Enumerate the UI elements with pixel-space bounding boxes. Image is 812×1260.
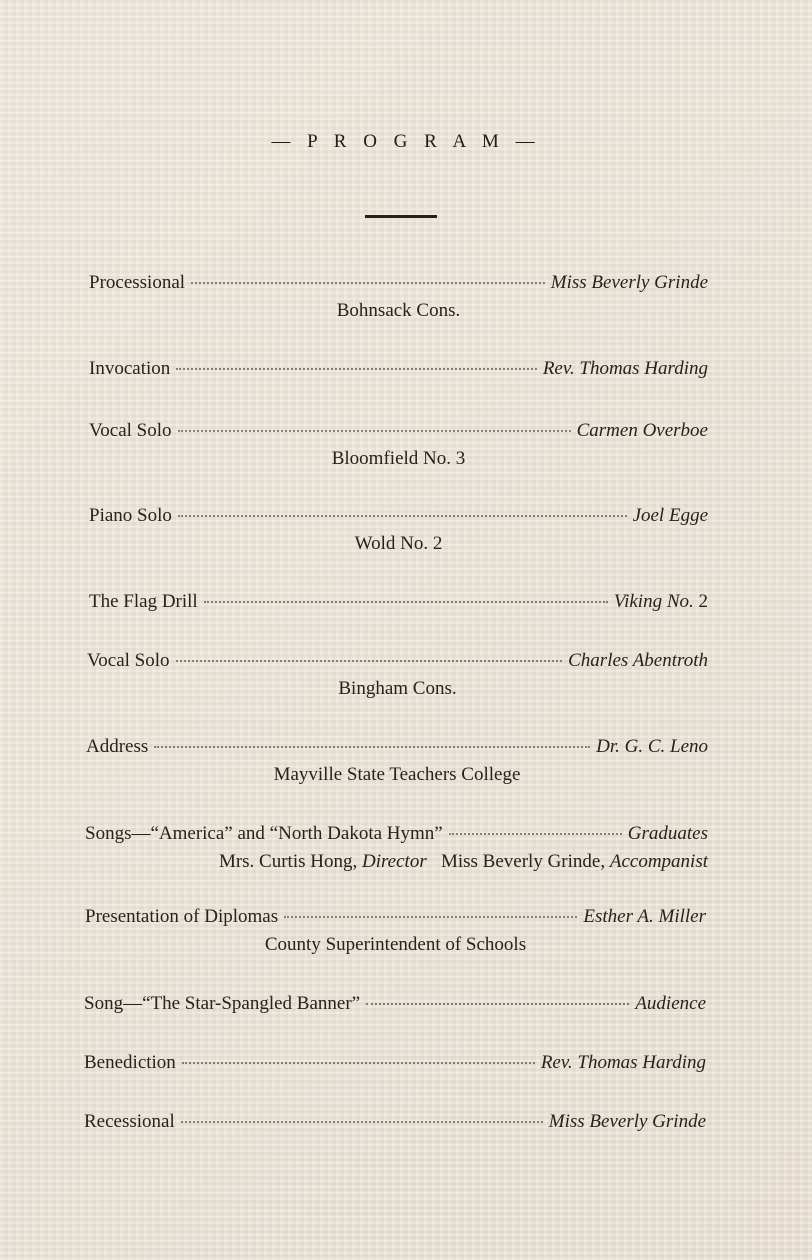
- program-item-benediction: [0, 1052, 812, 1078]
- director-name: Mrs. Curtis Hong,: [218, 851, 358, 872]
- leader-dots: [154, 746, 590, 748]
- leader-dots: [204, 601, 608, 603]
- program-item-invocation: [0, 358, 812, 384]
- item-label: Piano Solo: [89, 505, 172, 526]
- leader-dots: [176, 660, 563, 662]
- item-subtitle: Mayville State Teachers College: [273, 764, 521, 785]
- director-role: Director: [361, 851, 427, 872]
- item-label: Song—“The Star-Spangled Banner”: [84, 993, 361, 1014]
- program-item-songs: [0, 823, 812, 875]
- item-performer: Rev. Thomas Harding: [540, 1052, 706, 1073]
- item-performer: Esther A. Miller: [583, 906, 706, 927]
- item-performer: Rev. Thomas Harding: [542, 358, 708, 379]
- leader-dots: [176, 368, 537, 370]
- leader-dots: [178, 430, 571, 432]
- item-performer: Joel Egge: [632, 505, 708, 526]
- program-item-piano-solo: [0, 505, 812, 557]
- item-label: Address: [86, 736, 149, 757]
- item-subtitle: [85, 849, 708, 875]
- performer-text: Viking No.: [613, 591, 694, 612]
- item-label: Vocal Solo: [87, 650, 170, 671]
- item-subtitle: Wold No. 2: [354, 533, 443, 554]
- item-label: Recessional: [84, 1111, 175, 1132]
- program-item-anthem: [0, 993, 812, 1019]
- accompanist-name: Miss Beverly Grinde,: [440, 851, 606, 872]
- item-label: Invocation: [89, 358, 171, 379]
- program-item-processional: [0, 272, 812, 324]
- item-performer: [614, 591, 708, 613]
- program-item-address: [0, 736, 812, 788]
- item-subtitle: Bloomfield No. 3: [331, 448, 466, 469]
- item-performer: Graduates: [627, 823, 708, 844]
- program-item-flag-drill: [0, 591, 812, 617]
- item-label: Benediction: [84, 1052, 176, 1073]
- item-performer: Dr. G. C. Leno: [596, 736, 708, 757]
- leader-dots: [191, 282, 545, 284]
- leader-dots: [449, 833, 622, 835]
- performer-number: 2: [698, 591, 708, 612]
- leader-dots: [181, 1121, 543, 1123]
- item-label: Vocal Solo: [89, 420, 172, 441]
- item-performer: Miss Beverly Grinde: [548, 1111, 706, 1132]
- item-performer: Audience: [635, 993, 706, 1014]
- item-performer: Charles Abentroth: [568, 650, 708, 671]
- item-performer: Carmen Overboe: [576, 420, 708, 441]
- item-label: Processional: [89, 272, 186, 293]
- accompanist-role: Accompanist: [609, 851, 708, 872]
- program-item-diplomas: [0, 906, 812, 958]
- item-subtitle: Bohnsack Cons.: [336, 300, 461, 321]
- leader-dots: [284, 916, 577, 918]
- item-subtitle: Bingham Cons.: [338, 678, 457, 699]
- item-subtitle: County Superintendent of Schools: [264, 934, 527, 955]
- title-rule: [365, 215, 437, 218]
- program-item-vocal-solo-1: [0, 420, 812, 472]
- program-title: — P R O G R A M —: [271, 131, 541, 152]
- item-label: Presentation of Diplomas: [85, 906, 279, 927]
- leader-dots: [178, 515, 627, 517]
- item-performer: Miss Beverly Grinde: [550, 272, 708, 293]
- leader-dots: [366, 1003, 629, 1005]
- item-label: Songs—“America” and “North Dakota Hymn”: [85, 823, 443, 844]
- item-label: The Flag Drill: [89, 591, 198, 612]
- program-item-recessional: [0, 1111, 812, 1137]
- program-item-vocal-solo-2: [0, 650, 812, 702]
- leader-dots: [182, 1062, 535, 1064]
